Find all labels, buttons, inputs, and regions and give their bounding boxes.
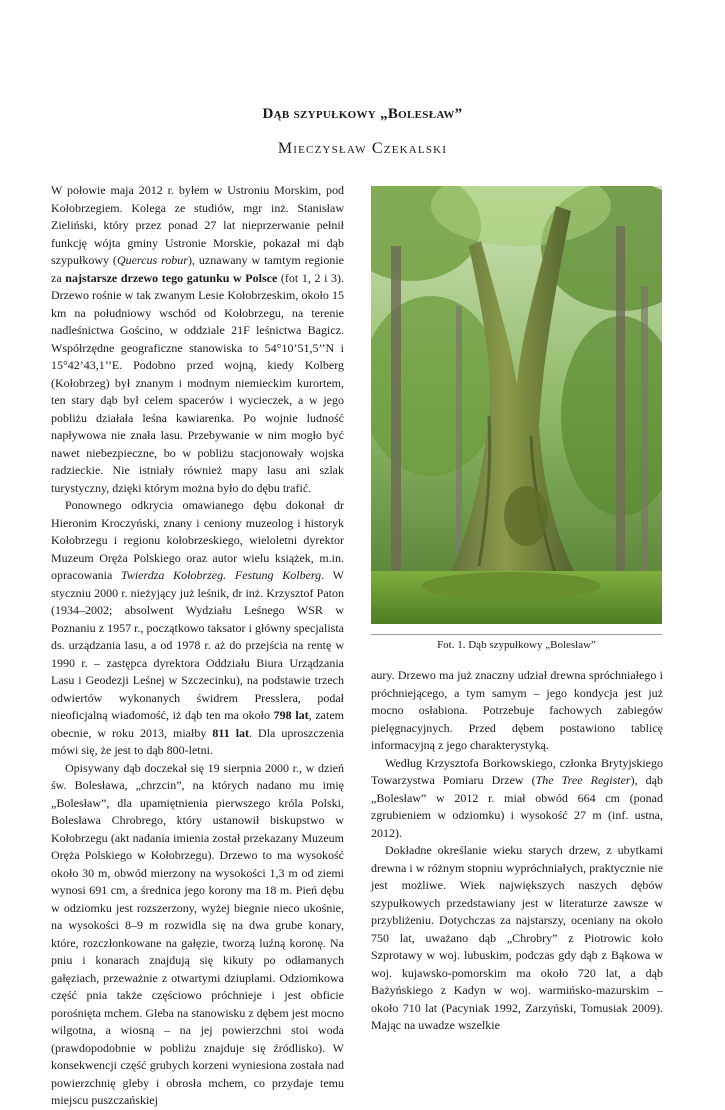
left-column [51, 182, 344, 1110]
caption-divider [371, 634, 662, 635]
paragraph-2: Ponownego odkrycia omawianego dębu dokonał dr Hieronim Kroczyński, znany i ceniony muzeolog i historyk Kołobrzegu i regionu kołobrzeskiego, wieloletni dyrektor Muzeum Oręża Polskiego oraz autor wielu książek, m.in. opracowania Twierdza Kołobrzeg. Festung Kolberg. W styczniu 2000 r. nieżyjący już leśnik, dr inż. Krzysztof Paton (1934–2002; absolwent Wydziału Leśnego WSR w Poznaniu z 1957 r., początkowo taksator i główny specjalista ds. urządzania lasu, a od 1978 r. aż do przejścia na rentę w 1990 r. – zastępca dyrektora Oddziału Biura Urządzania Lasu i Geodezji Leśnej w Szczecinku), na podstawie trzech odwiertów wykonanych świdrem Presslera, podał nieoficjalną wiadomość, iż dąb ten ma około 798 lat, zatem obecnie, w roku 2013, miałby 811 lat. Dla uproszczenia mówi się, że jest to dąb 800-letni. [51, 498, 344, 757]
article-title: Dąb szypułkowy „Bolesław” [262, 106, 463, 122]
paragraph-5: Według Krzysztofa Borkowskiego, członka Brytyjskiego Towarzystwa Pomiaru Drzew (The Tree Register), dąb „Bolesław” w 2012 r. miał obwód 664 cm (ponad zgrubieniem w odziomku) i wysokość 27 m (inf. ustna, 2012). [371, 755, 663, 840]
paragraph-1: W połowie maja 2012 r. byłem w Ustroniu Morskim, pod Kołobrzegiem. Kolega ze studiów, mgr inż. Stanisław Zieliński, który przez ponad 27 lat nieprzerwanie pełnił funkcję wójta gminy Ustronie Morskie, pokazał mi dąb szypułkowy (Quercus robur), uznawany w tamtym regionie za najstarsze drzewo tego gatunku w Polsce (fot 1, 2 i 3). Drzewo rośnie w tak zwanym Lesie Kołobrzeskim, około 15 km na południowy wschód od Kołobrzegu, na terenie nadleśnictwa Gościno, w oddziale 21F leśnictwa Bagicz. Współrzędne geograficzne stanowiska to 54°10’51,5’’N i 15°42’43,1’’E. Podobno przed wojną, kiedy Kolberg (Kołobrzeg) był znanym i modnym niemieckim kurortem, ten stary dąb był celem spacerów i wycieczek, a w jego pobliżu działała leśna kawiarenka. Po wojnie ludność napływowa nie znała lasu. Przebywanie w nim mogło być nawet niebezpieczne, bo w pobliżu stacjonowały wojska radzieckie. Nie istniały również mapy lasu ani szlak turystyczny, dzięki którym można było do dębu trafić. [51, 183, 345, 495]
oak-tree-photo [371, 186, 662, 624]
paragraph-6: Dokładne określanie wieku starych drzew, z ubytkami drewna i w różnym stopniu wypróchniałych, praktycznie nie jest możliwe. Wiek największych naszych dębów szypułkowych przedstawiany jest w literaturze zawsze w przybliżeniu. Dotychczas za najstarszy, oceniany na około 750 lat, uważano dąb „Chrobry” z Piotrowic koło Szprotawy w woj. lubuskim, podczas gdy dąb z Bąkowa w woj. kujawsko-pomorskim ma około 720 lat, a dąb Bażyńskiego z Kadyn w woj. warmińsko-mazurskim – około 710 lat (Pacyniak 1992, Zarzyński, Tomusiak 2009). Mając na uwadze wszelkie [371, 843, 663, 1032]
article-author: Mieczysław Czekalski [277, 140, 448, 157]
right-column [371, 667, 663, 1035]
photo-caption: Fot. 1. Dąb szypułkowy „Bolesław” [437, 639, 596, 651]
paragraph-4: aury. Drzewo ma już znaczny udział drewna spróchniałego i próchniejącego, a tym samym – jego kondycja jest już mocno osłabiona. Potrzebuje fachowych zabiegów pielęgnacyjnych. Przed dębem postawiono tablicę informacyjną z jego charakterystyką. [371, 668, 663, 752]
paragraph-3: Opisywany dąb doczekał się 19 sierpnia 2000 r., w dzień św. Bolesława, „chrzcin”, na których nadano mu imię „Bolesław”, dla upamiętnienia pierwszego króla Polski, Bolesława Chrobrego, który ustanowił biskupstwo w Kołobrzegu (akt nadania imienia został przekazany Muzeum Oręża Polskiego w Kołobrzegu). Drzewo to ma wysokość około 30 m, obwód mierzony na wysokości 1,3 m od ziemi wynosi 691 cm, a średnica jego korony ma 18 m. Pień dębu w odziomku jest rozszerzony, wyżej biegnie nieco ukośnie, na wysokości 8–9 m rozwidla się na dwa grube konary, które, rozczłonkowane na gałęzie, tworzą luźną koronę. Na pniu i konarach znajdują się kikuty po odłamanych gałęziach, przeważnie z otwartymi dziuplami. Odziomkowa część pnia także częściowo próchnieje i jest obficie porośnięta mchem. Gleba na stanowisku z dębem jest mocno wilgotna, a wiosną – na jej powierzchni stoi woda (prawdopodobnie w pobliżu znajduje się źródlisko). W konsekwencji część grubych korzeni wyniesiona została nad powierzchnię gleby i obrosła mchem, co przydaje temu miejscu puszczańskiej [51, 760, 344, 1107]
